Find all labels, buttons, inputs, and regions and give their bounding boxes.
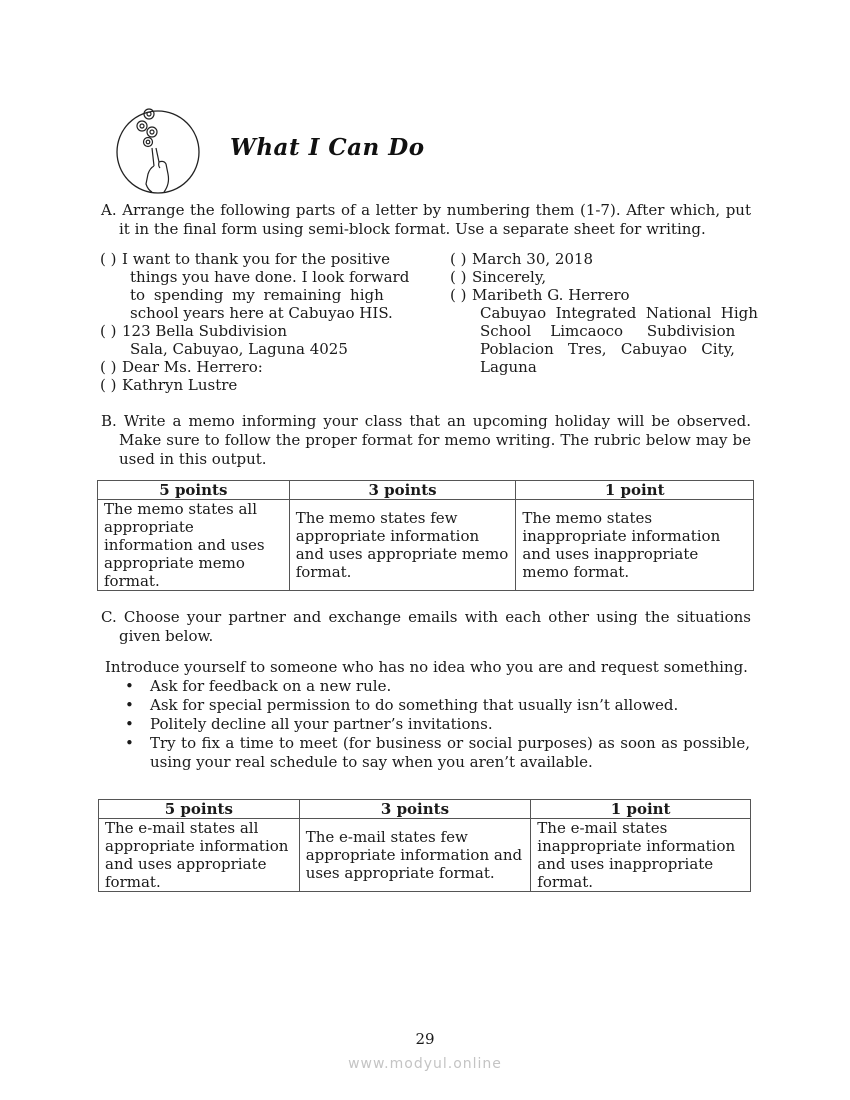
table-cell: The memo states inappropriate information and uses inappropriate memo format. [516,500,754,591]
number-blank[interactable]: ( ) [450,268,467,286]
table-header-row [98,481,754,500]
letter-part-line: things you have done. I look forward [130,268,410,286]
hand-gears-icon [112,104,204,196]
table-header: 3 points [299,800,531,819]
number-blank[interactable]: ( ) [100,250,117,268]
table-header: 1 point [531,800,751,819]
letter-part-item [100,250,410,268]
letter-part-item [450,250,752,268]
table-cell: The memo states all appropriate information and uses appropriate memo format. [98,500,290,591]
letter-part-line: Maribeth G. Herrero [472,286,630,304]
table-header: 5 points [99,800,300,819]
table-row [98,500,754,591]
letter-part-item [450,286,752,304]
letter-part-line: I want to thank you for the positive [122,250,391,268]
number-blank[interactable]: ( ) [100,376,117,394]
table-header: 5 points [98,481,290,500]
letter-part-line: to spending my remaining high [130,286,384,304]
table-header-row [99,800,751,819]
letter-parts-right [450,250,758,376]
section-a-instruction [101,201,751,239]
page-title: What I Can Do [230,134,425,161]
number-blank[interactable]: ( ) [450,286,467,304]
letter-part-line: March 30, 2018 [472,250,594,268]
table-row [99,819,751,892]
number-blank[interactable]: ( ) [450,250,467,268]
situation-list [125,677,750,772]
table-cell: The e-mail states all appropriate information and uses appropriate format. [99,819,300,892]
number-blank[interactable]: ( ) [100,358,117,376]
list-item: • Ask for special permission to do something that usually isn’t allowed. [125,696,750,715]
section-c-instruction: C. Choose your partner and exchange emails with each other using the situations given below. [101,608,751,645]
letter-part-line: Sala, Cabuyao, Laguna 4025 [130,340,348,358]
table-header: 1 point [516,481,754,500]
list-item: • Ask for feedback on a new rule. [125,677,750,696]
table-header: 3 points [289,481,516,500]
page-number: 29 [415,1030,435,1048]
letter-part-line: Dear Ms. Herrero: [122,358,263,376]
table-cell: The e-mail states few appropriate information and uses appropriate format. [299,819,531,892]
section-c-intro: Introduce yourself to someone who has no idea who you are and request something. [105,658,748,676]
letter-parts-left [100,250,410,394]
letter-part-line: Poblacion Tres, Cabuyao City, [480,340,735,358]
letter-part-line: Cabuyao Integrated National High [480,304,758,322]
table-cell: The memo states few appropriate information and uses appropriate memo format. [289,500,516,591]
letter-part-item [450,268,752,286]
section-a-instruction-text: A. Arrange the following parts of a letter by numbering them (1-7). After which, put it in the final form using semi-block format. Use a separate sheet for writing. [101,201,751,238]
letter-part-item [100,322,410,340]
table-cell: The e-mail states inappropriate information and uses inappropriate format. [531,819,751,892]
letter-part-line: School Limcaoco Subdivision [480,322,736,340]
list-item: • Try to fix a time to meet (for business or social purposes) as soon as possible, using your real schedule to say when you aren’t available. [125,734,750,772]
letter-part-line: Kathryn Lustre [122,376,238,394]
section-b-instruction: B. Write a memo informing your class that an upcoming holiday will be observed. Make sure to follow the proper format for memo writing. The rubric below may be used in this output. [101,412,751,468]
letter-part-line: Sincerely, [472,268,547,286]
number-blank[interactable]: ( ) [100,322,117,340]
letter-part-line: Laguna [480,358,537,376]
watermark: www.modyul.online [348,1056,502,1072]
letter-part-item [100,376,410,394]
memo-rubric-table [97,480,754,591]
letter-part-line: 123 Bella Subdivision [122,322,287,340]
letter-part-item [100,358,410,376]
email-rubric-table [98,799,751,892]
list-item: • Politely decline all your partner’s invitations. [125,715,750,734]
letter-part-line: school years here at Cabuyao HIS. [130,304,393,322]
